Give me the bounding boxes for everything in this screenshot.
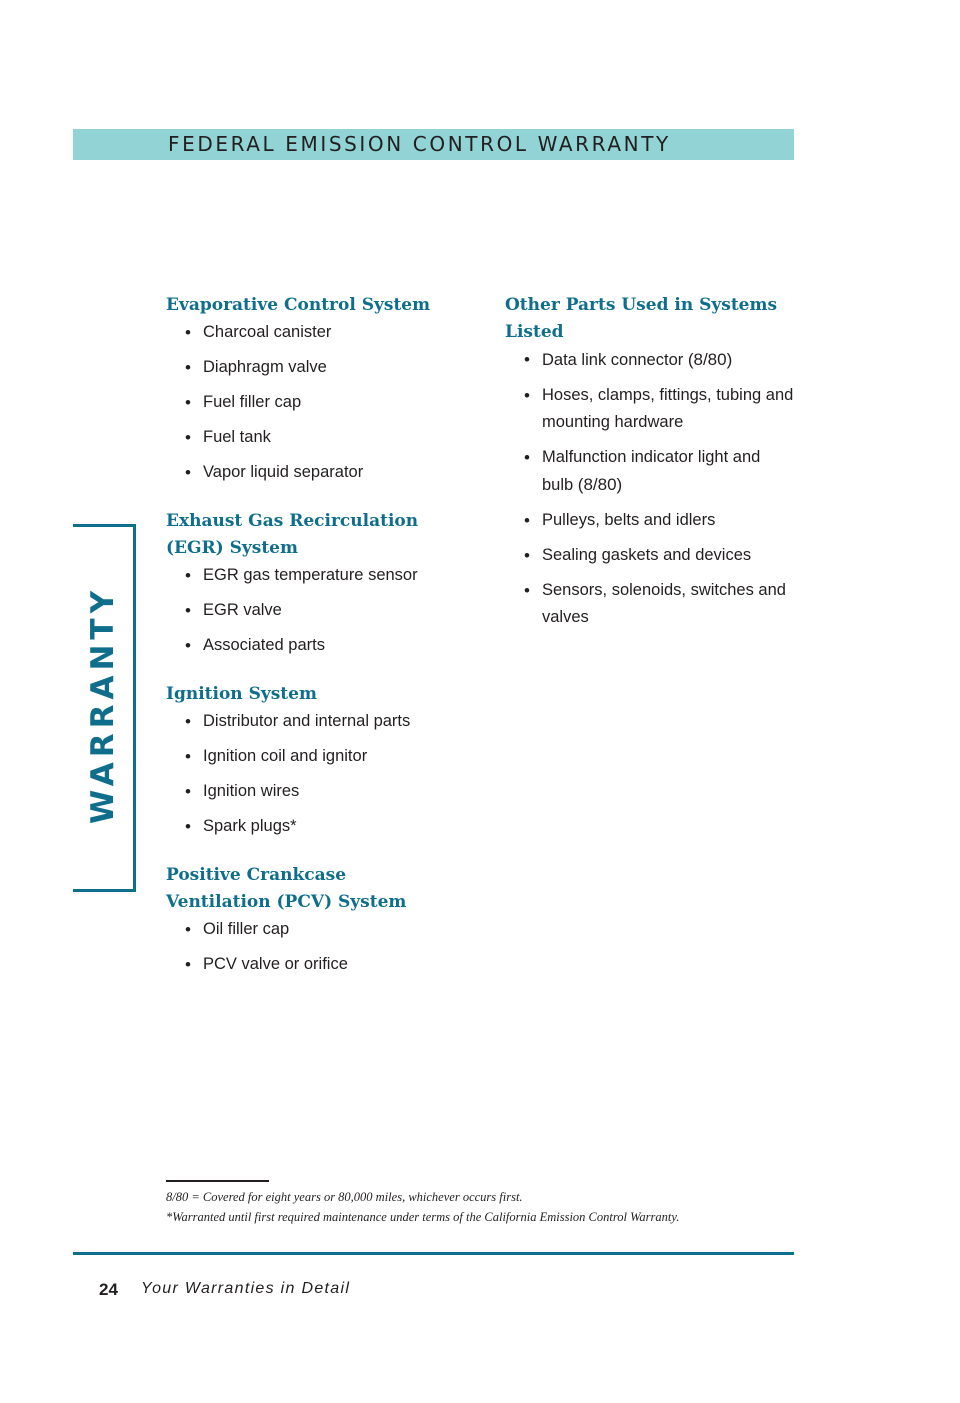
right-column — [505, 292, 795, 653]
left-column — [166, 292, 446, 1000]
item-list — [166, 562, 446, 659]
item-list — [166, 708, 446, 840]
list-item: • Ignition coil and ignitor — [166, 743, 446, 770]
list-item: • Oil filler cap — [166, 916, 446, 943]
section-pcv — [166, 862, 446, 978]
side-tab-label: WARRANTY — [85, 585, 121, 825]
list-item — [505, 542, 795, 569]
item-text: Data link connector — [542, 351, 684, 369]
item-list — [505, 346, 795, 631]
list-item: • Ignition wires — [166, 778, 446, 805]
section-egr — [166, 508, 446, 659]
list-item: • Fuel filler cap — [166, 389, 446, 416]
list-item: • Distributor and internal parts — [166, 708, 446, 735]
section-title: Evaporative Control System — [166, 295, 431, 315]
section-evaporative — [166, 292, 446, 486]
item-text: Sealing gaskets and devices — [542, 546, 752, 564]
footnote-spark-plugs: *Warranted until first required maintenance under terms of the California Emission Control Warranty. — [166, 1210, 680, 1224]
list-item: • Diaphragm valve — [166, 354, 446, 381]
list-item: • Vapor liquid separator — [166, 459, 446, 486]
item-text: Malfunction indicator light and bulb — [542, 448, 761, 494]
item-text: Hoses, clamps, fittings, tubing and mounting hardware — [542, 386, 794, 431]
item-list — [166, 319, 446, 486]
list-item — [505, 507, 795, 534]
list-item — [505, 444, 795, 499]
list-item: • PCV valve or orifice — [166, 951, 446, 978]
section-ignition — [166, 681, 446, 840]
footer-divider — [73, 1252, 794, 1255]
coverage-tag: (8/80) — [577, 475, 623, 494]
footer-title: Your Warranties in Detail — [141, 1280, 351, 1297]
section-title: Exhaust Gas Recirculation (EGR) System — [166, 511, 419, 558]
list-item — [505, 577, 795, 631]
header-banner — [73, 129, 794, 160]
list-item — [505, 382, 795, 436]
list-item: • EGR gas temperature sensor — [166, 562, 446, 589]
item-list — [166, 916, 446, 978]
list-item: • Charcoal canister — [166, 319, 446, 346]
list-item: • EGR valve — [166, 597, 446, 624]
section-other-parts — [505, 292, 795, 631]
section-title: Ignition System — [166, 684, 317, 704]
item-text: Pulleys, belts and idlers — [542, 511, 716, 529]
list-item: • Fuel tank — [166, 424, 446, 451]
page-number: 24 — [99, 1280, 118, 1299]
list-item — [505, 346, 795, 374]
section-title: Positive Crankcase Ventilation (PCV) System — [166, 865, 407, 912]
footnote-coverage: 8/80 = Covered for eight years or 80,000 miles, whichever occurs first. — [166, 1190, 523, 1204]
list-item: • Associated parts — [166, 632, 446, 659]
footnotes — [166, 1187, 806, 1227]
section-title: Other Parts Used in Systems Listed — [505, 295, 778, 342]
page-title: FEDERAL EMISSION CONTROL WARRANTY — [168, 132, 671, 156]
footnote-divider — [166, 1180, 269, 1182]
item-text: Sensors, solenoids, switches and valves — [542, 581, 786, 626]
list-item: • Spark plugs* — [166, 813, 446, 840]
coverage-tag: (8/80) — [687, 350, 733, 369]
